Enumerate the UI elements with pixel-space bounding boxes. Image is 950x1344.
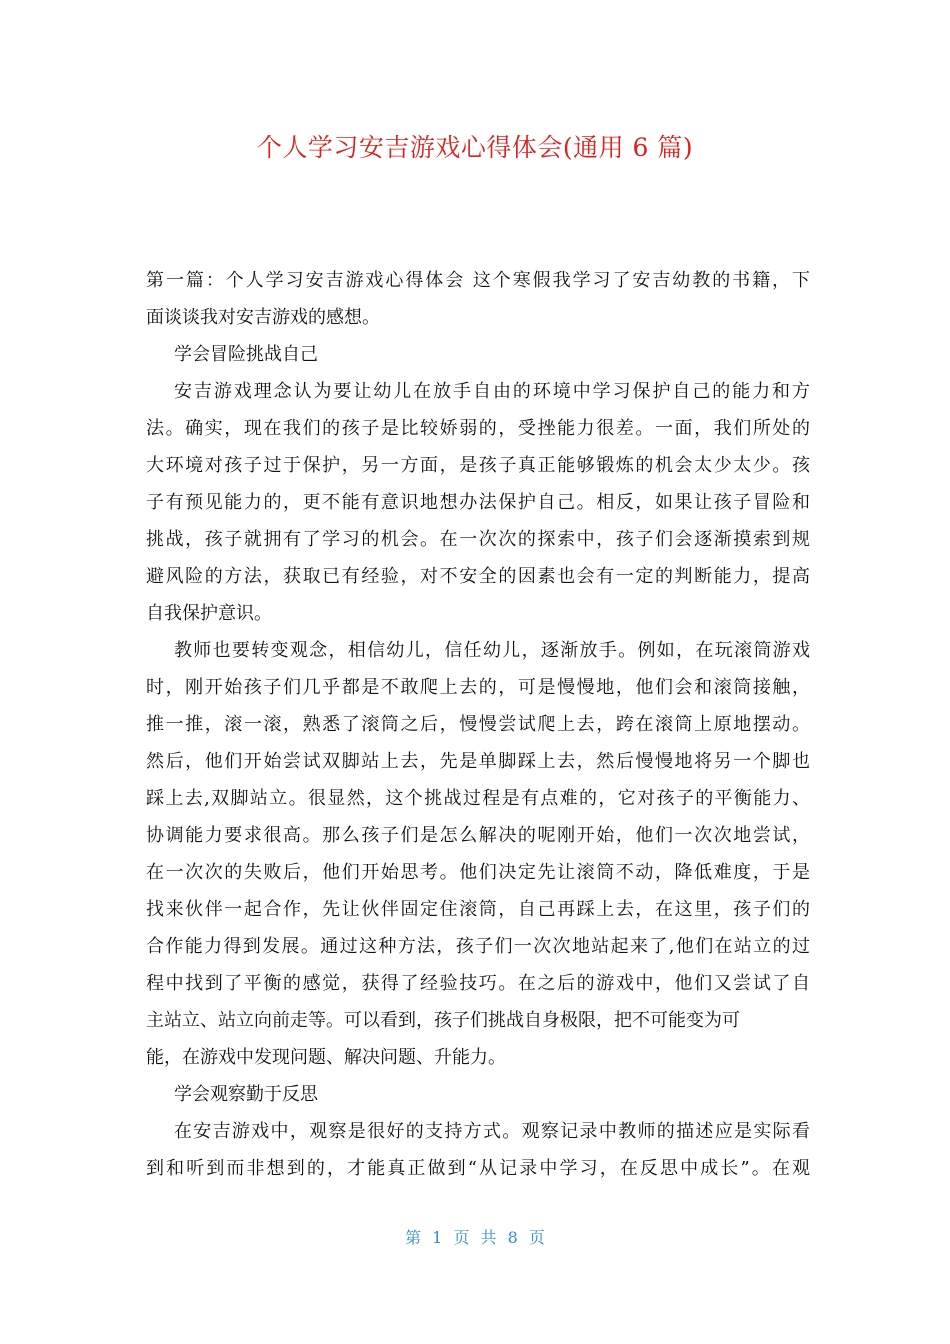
text-line: 面谈谈我对安吉游戏的感想。 [146,307,380,328]
document-body [146,262,810,1187]
section-heading: 学会冒险挑战自己 [174,344,318,365]
text-line: 推一推，滚一滚，熟悉了滚筒之后，慢慢尝试爬上去，跨在滚筒上原地摆动。 [146,714,810,735]
text-line: 自我保护意识。 [146,603,272,624]
text-line: 大环境对孩子过于保护，另一方面，是孩子真正能够锻炼的机会太少太少。孩 [146,455,810,476]
text-line: 在安吉游戏中，观察是很好的支持方式。观察记录中教师的描述应是实际看 [174,1121,810,1142]
text-line: 找来伙伴一起合作，先让伙伴固定住滚筒，自己再踩上去，在这里，孩子们的 [146,899,810,920]
text-line: 到和听到而非想到的，才能真正做到“从记录中学习，在反思中成长”。在观 [146,1158,810,1179]
text-line: 然后，他们开始尝试双脚站上去，先是单脚踩上去，然后慢慢地将另一个脚也 [146,751,810,772]
text-line: 教师也要转变观念，相信幼儿，信任幼儿，逐渐放手。例如，在玩滚筒游戏 [174,640,810,661]
page-footer: 第 1 页 共 8 页 [405,1228,545,1247]
page-title: 个人学习安吉游戏心得体会(通用 6 篇) [256,133,694,162]
text-line: 第一篇：个人学习安吉游戏心得体会 这个寒假我学习了安吉幼教的书籍，下 [146,270,810,291]
text-line: 主站立、站立向前走等。可以看到，孩子们挑战自身极限，把不可能变为可 [146,1010,740,1031]
section-heading: 学会观察勤于反思 [174,1084,318,1105]
text-line: 在一次次的失败后，他们开始思考。他们决定先让滚筒不动，降低难度，于是 [146,862,810,883]
text-line: 安吉游戏理念认为要让幼儿在放手自由的环境中学习保护自己的能力和方 [174,381,810,402]
text-line: 法。确实，现在我们的孩子是比较娇弱的，受挫能力很差。一面，我们所处的 [146,418,810,439]
text-line: 踩上去,双脚站立。很显然，这个挑战过程是有点难的，它对孩子的平衡能力、 [146,788,810,809]
text-line: 避风险的方法，获取已有经验，对不安全的因素也会有一定的判断能力，提高 [146,566,810,587]
text-line: 协调能力要求很高。那么孩子们是怎么解决的呢刚开始，他们一次次地尝试， [146,825,810,846]
text-line: 能，在游戏中发现问题、解决问题、升能力。 [146,1047,506,1068]
text-line: 合作能力得到发展。通过这种方法，孩子们一次次地站起来了,他们在站立的过 [146,936,810,957]
text-line: 挑战，孩子就拥有了学习的机会。在一次次的探索中，孩子们会逐渐摸索到规 [146,529,810,550]
text-line: 子有预见能力的，更不能有意识地想办法保护自己。相反，如果让孩子冒险和 [146,492,810,513]
text-line: 时，刚开始孩子们几乎都是不敢爬上去的，可是慢慢地，他们会和滚筒接触， [146,677,810,698]
text-line: 程中找到了平衡的感觉，获得了经验技巧。在之后的游戏中，他们又尝试了自 [146,973,810,994]
